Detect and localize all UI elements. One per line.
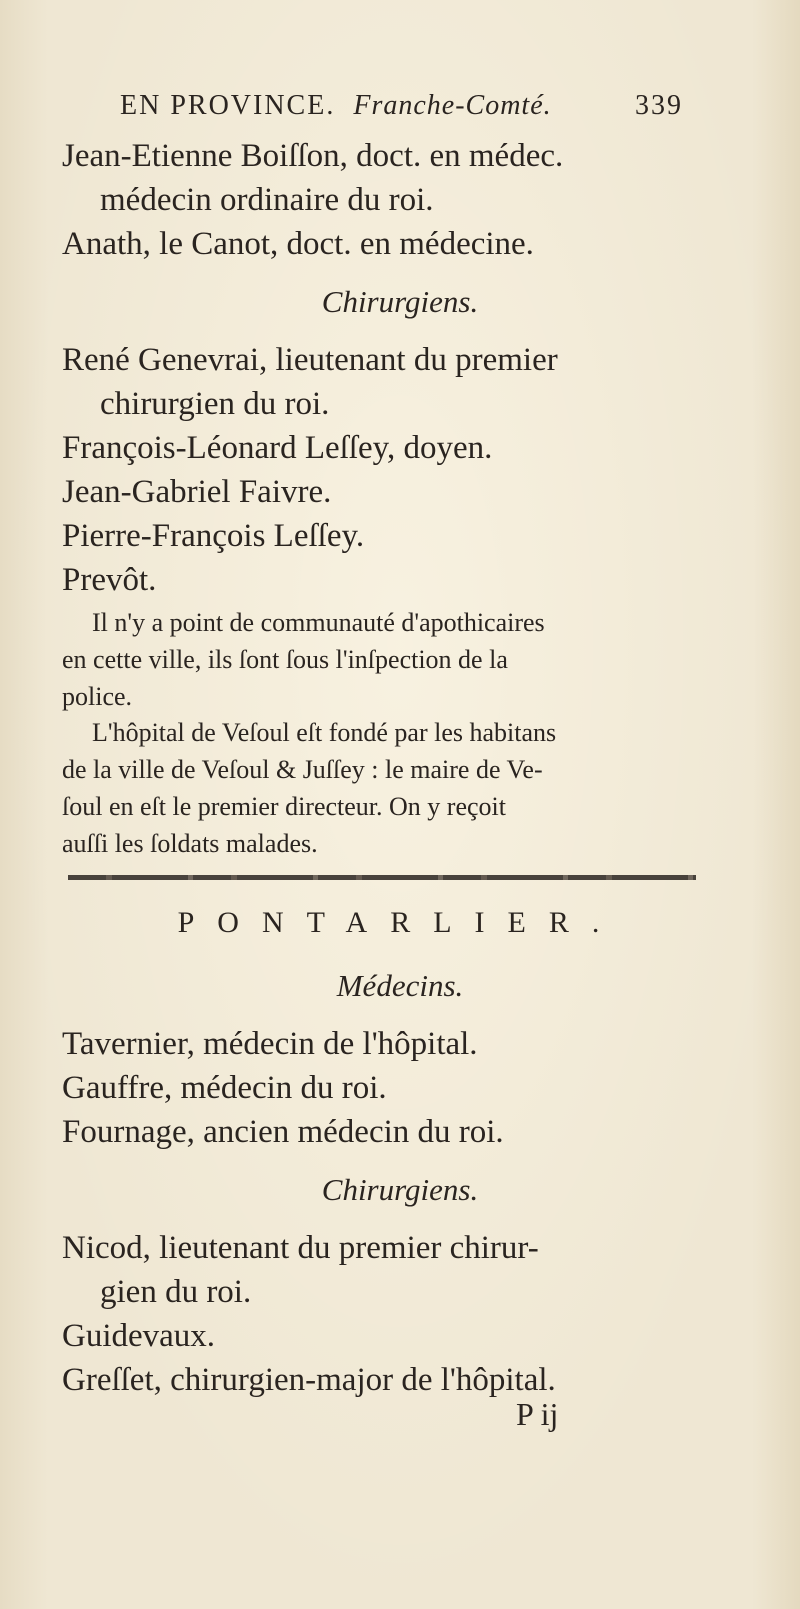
- entry-line: Pierre-François Leſſey.: [62, 518, 365, 554]
- paragraph-line: ſoul en eſt le premier directeur. On y reçoit: [62, 792, 506, 821]
- paragraph-line: de la ville de Veſoul & Juſſey : le maire de Ve-: [62, 755, 543, 784]
- entry-line: Jean-Gabriel Faivre.: [62, 474, 332, 510]
- paragraph-line: Il n'y a point de communauté d'apothicaires: [92, 608, 545, 637]
- paragraph-line: police.: [62, 682, 133, 711]
- entry-line: François-Léonard Leſſey, doyen.: [62, 430, 493, 466]
- signature-mark: P ij: [516, 1396, 559, 1432]
- entry-line: médecin ordinaire du roi.: [100, 182, 434, 218]
- entry-line: Nicod, lieutenant du premier chirur-: [62, 1230, 539, 1266]
- section-heading-medecins: Médecins.: [336, 968, 464, 1003]
- page-number: 339: [635, 90, 683, 121]
- region-title: Franche-Comté.: [353, 90, 552, 121]
- entry-line: Greſſet, chirurgien-major de l'hôpital.: [62, 1362, 556, 1398]
- entry-line: Fournage, ancien médecin du roi.: [62, 1114, 504, 1150]
- paragraph-line: auſſi les ſoldats malades.: [62, 829, 318, 858]
- entry-line: chirurgien du roi.: [100, 386, 330, 422]
- paragraph-line: L'hôpital de Veſoul eſt fondé par les habitans: [92, 718, 557, 747]
- entry-line: Anath, le Canot, doct. en médecine.: [62, 226, 534, 262]
- paragraph-line: en cette ville, ils ſont ſous l'inſpection de la: [62, 645, 508, 674]
- entry-line: Jean-Etienne Boiſſon, doct. en médec.: [62, 138, 564, 174]
- entry-line: Guidevaux.: [62, 1318, 216, 1354]
- running-header: [120, 90, 683, 122]
- running-title: EN PROVINCE.: [120, 90, 336, 121]
- entry-line: Gauffre, médecin du roi.: [62, 1070, 387, 1106]
- entry-line: Tavernier, médecin de l'hôpital.: [62, 1026, 478, 1062]
- section-heading-chirurgiens: Chirurgiens.: [321, 1172, 479, 1207]
- entry-line: gien du roi.: [100, 1274, 252, 1310]
- city-heading: PONTARLIER.: [177, 906, 623, 939]
- entry-line: René Genevrai, lieutenant du premier: [62, 342, 558, 378]
- section-divider: [68, 875, 696, 880]
- section-heading-chirurgiens: Chirurgiens.: [321, 284, 479, 319]
- entry-line: Prevôt.: [62, 562, 157, 598]
